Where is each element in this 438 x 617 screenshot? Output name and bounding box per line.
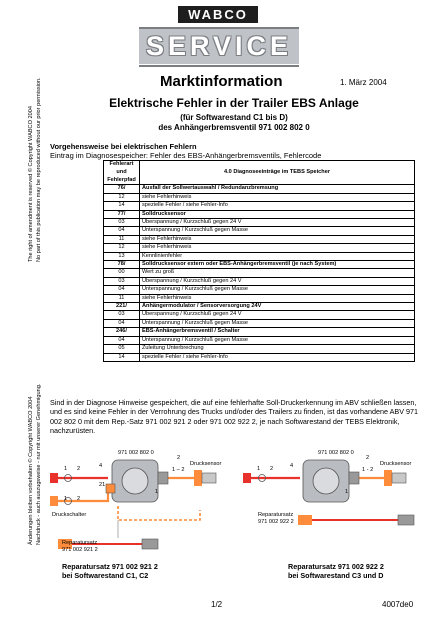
left-switch-label: Druckschalter [52, 512, 87, 518]
sub-heading-1: (für Softwarestand C1 bis D) [180, 113, 288, 122]
error-description: Solldrucksensor [140, 210, 415, 218]
right-n2: 2 [270, 466, 274, 472]
left-diagram [50, 460, 216, 549]
service-rule-bottom [139, 65, 299, 67]
right-kit-connector [398, 515, 414, 525]
table-row [104, 336, 415, 344]
date: 1. März 2004 [340, 78, 387, 87]
page-number: 1/2 [211, 600, 223, 609]
side-copyright-en-1: The right of amendment is reserved © Copyright WABCO 2004 [28, 106, 34, 262]
table-row [104, 353, 415, 361]
error-description: Ausfall der Sollwertauswahl / Redundanzbremsung [140, 185, 415, 193]
error-code: 03 [104, 311, 140, 319]
document-code: 4007de0 [382, 600, 414, 609]
table-row [104, 286, 415, 294]
left-kit-caption [62, 562, 158, 580]
error-description: Überspannung / Kurzschluß gegen 24 V [140, 277, 415, 285]
table-group-row [104, 303, 415, 311]
error-description: Wert zu groß [140, 269, 415, 277]
left-port-label: 1 – 2 [172, 467, 185, 473]
right-port-label: 1 - 2 [362, 467, 374, 473]
table-row [104, 269, 415, 277]
table-row [104, 235, 415, 243]
service-logo: SERVICE [139, 29, 299, 64]
error-code: 12 [104, 193, 140, 201]
table-group-row [104, 185, 415, 193]
right-n4: 4 [290, 463, 294, 469]
left-valve-part-label: 971 002 802 0 [118, 450, 154, 456]
error-code: 221/ [104, 303, 140, 311]
error-code: 14 [104, 353, 140, 361]
error-code: 76/ [104, 185, 140, 193]
left-sensor-plug [194, 470, 202, 486]
side-copyright-de-1: Änderungen bleiben vorbehalten © Copyright WABCO 2004 [28, 396, 34, 545]
page-title: Marktinformation [160, 73, 283, 90]
error-code: 05 [104, 345, 140, 353]
right-kit-label-2: 971 002 922 2 [258, 519, 294, 525]
table-row [104, 277, 415, 285]
sub-heading-2: des Anhängerbremsventil 971 002 802 0 [158, 123, 310, 132]
table-row [104, 244, 415, 252]
error-code: 246/ [104, 328, 140, 336]
left-n1-switch: 1 [64, 496, 68, 502]
section-subtitle: Eintrag im Diagnosespeicher: Fehler des EBS-Anhängerbremsventils, Fehlercode [50, 151, 322, 160]
left-pipe-kit [118, 506, 200, 520]
error-description: Kennlinienfehler [140, 252, 415, 260]
error-code: 77/ [104, 210, 140, 218]
right-n2-sensor: 2 [366, 455, 370, 461]
error-description: Anhängermodulator / Sensorversorgung 24V [140, 303, 415, 311]
left-n2: 2 [77, 466, 81, 472]
error-description: Überspannung / Kurzschluß gegen 24 V [140, 311, 415, 319]
right-kit-caption-1: Reparatursatz 971 002 922 2 [288, 562, 384, 571]
error-description: spezielle Fehler / siehe Fehler-Info [140, 353, 415, 361]
table-group-row [104, 261, 415, 269]
table-group-row [104, 328, 415, 336]
left-sensor-label: Drucksensor [190, 461, 222, 467]
error-description: siehe Fehlerhinweis [140, 193, 415, 201]
instruction-paragraph: Sind in der Diagnose Hinweise gespeichert, die auf eine fehlerhafte Soll-Druckerkennung im ABV schließen lassen, und es sind keine Fehler in der Verrohrung des Trucks und/oder des Trailers zu finden, ist das vorhandene ABV 971 002 802 0 mit dem Rep.-Satz 971 002 921 2 oder 971 002 922 2, je nach Softwarestand der TEBS Elektronik, nachzurüsten. [50, 398, 418, 435]
right-n1: 1 [257, 466, 261, 472]
error-code: 11 [104, 294, 140, 302]
side-copyright-de-2: Nachdruck - auch auszugsweise - nur mit unserer Genehmigung. [36, 383, 42, 545]
diagnosis-table [103, 160, 415, 362]
table-row [104, 202, 415, 210]
side-copyright-en-2: No part of this publication may be reproduced without our prior permission. [36, 77, 42, 262]
error-code: 03 [104, 277, 140, 285]
error-code: 04 [104, 319, 140, 327]
header-error-type: Fehlerart und Fehlerpfad [104, 161, 140, 185]
table-row [104, 294, 415, 302]
table-row [104, 227, 415, 235]
left-coupling-orange [50, 496, 58, 506]
right-sensor-plug [384, 470, 392, 486]
right-valve-part-label: 971 002 802 0 [318, 450, 354, 456]
left-n21: 21 [99, 482, 106, 488]
error-description: EBS-Anhängerbremsventil / Schalter [140, 328, 415, 336]
left-n4: 4 [99, 463, 103, 469]
error-description: Solldrucksensor extern oder EBS-Anhängerbremsventil (je nach System) [140, 261, 415, 269]
error-code: 12 [104, 244, 140, 252]
right-kit-caption [288, 562, 384, 580]
error-code: 13 [104, 252, 140, 260]
section-title: Vorgehensweise bei elektrischen Fehlern [50, 142, 197, 151]
right-sensor-label: Drucksensor [380, 461, 412, 467]
error-code: 04 [104, 286, 140, 294]
error-description: siehe Fehlerhinweis [140, 235, 415, 243]
error-code: 14 [104, 202, 140, 210]
left-pressure-sensor [202, 473, 216, 483]
table-group-row [104, 210, 415, 218]
error-code: 04 [104, 336, 140, 344]
table-row [104, 193, 415, 201]
error-description: siehe Fehlerhinweis [140, 244, 415, 252]
left-valve-outlet [158, 472, 168, 484]
right-kit-plug [298, 515, 312, 525]
right-n1-port: 1 [345, 489, 349, 495]
error-description: Unterspannung / Kurzschluß gegen Masse [140, 319, 415, 327]
table-row [104, 252, 415, 260]
left-kit-label-2: 971 002 921 2 [62, 547, 98, 553]
error-description: Unterspannung / Kurzschluß gegen Masse [140, 336, 415, 344]
left-n1: 1 [64, 466, 68, 472]
error-code: 78/ [104, 261, 140, 269]
left-kit-caption-1: Reparatursatz 971 002 921 2 [62, 562, 158, 571]
error-description: spezielle Fehler / siehe Fehler-Info [140, 202, 415, 210]
right-kit-caption-2: bei Softwarestand C3 und D [288, 571, 384, 580]
table-row [104, 345, 415, 353]
error-description: Unterspannung / Kurzschluß gegen Masse [140, 286, 415, 294]
right-valve-dial [313, 468, 339, 494]
table-row [104, 319, 415, 327]
error-code: 03 [104, 219, 140, 227]
right-valve-outlet [349, 472, 359, 484]
left-n2-switch: 2 [77, 496, 81, 502]
error-code: 00 [104, 269, 140, 277]
table-row [104, 311, 415, 319]
left-pressure-switch [106, 484, 115, 493]
left-kit-label-1: Reparatursatz [62, 540, 98, 546]
right-kit-label-1: Reparatursatz [258, 512, 294, 518]
left-kit-caption-2: bei Softwarestand C1, C2 [62, 571, 149, 580]
header-diagnosis: 4.0 Diagnoseeinträge im TEBS Speicher [140, 161, 415, 185]
right-pressure-sensor [392, 473, 406, 483]
left-n1-port: 1 [155, 489, 159, 495]
table-row [104, 219, 415, 227]
error-description: siehe Fehlerhinweis [140, 294, 415, 302]
wabco-logo: WABCO [178, 6, 258, 23]
error-code: 11 [104, 235, 140, 243]
left-kit-connector [142, 539, 158, 549]
left-valve-dial [122, 468, 148, 494]
main-heading: Elektrische Fehler in der Trailer EBS Anlage [109, 96, 359, 110]
left-coupling-red [50, 473, 58, 483]
right-coupling-red [243, 473, 251, 483]
error-code: 04 [104, 227, 140, 235]
error-description: Unterspannung / Kurzschluß gegen Masse [140, 227, 415, 235]
left-n2-sensor: 2 [177, 455, 181, 461]
error-description: Überspannung / Kurzschluß gegen 24 V [140, 219, 415, 227]
error-description: Zuleitung Unterbrechung [140, 345, 415, 353]
